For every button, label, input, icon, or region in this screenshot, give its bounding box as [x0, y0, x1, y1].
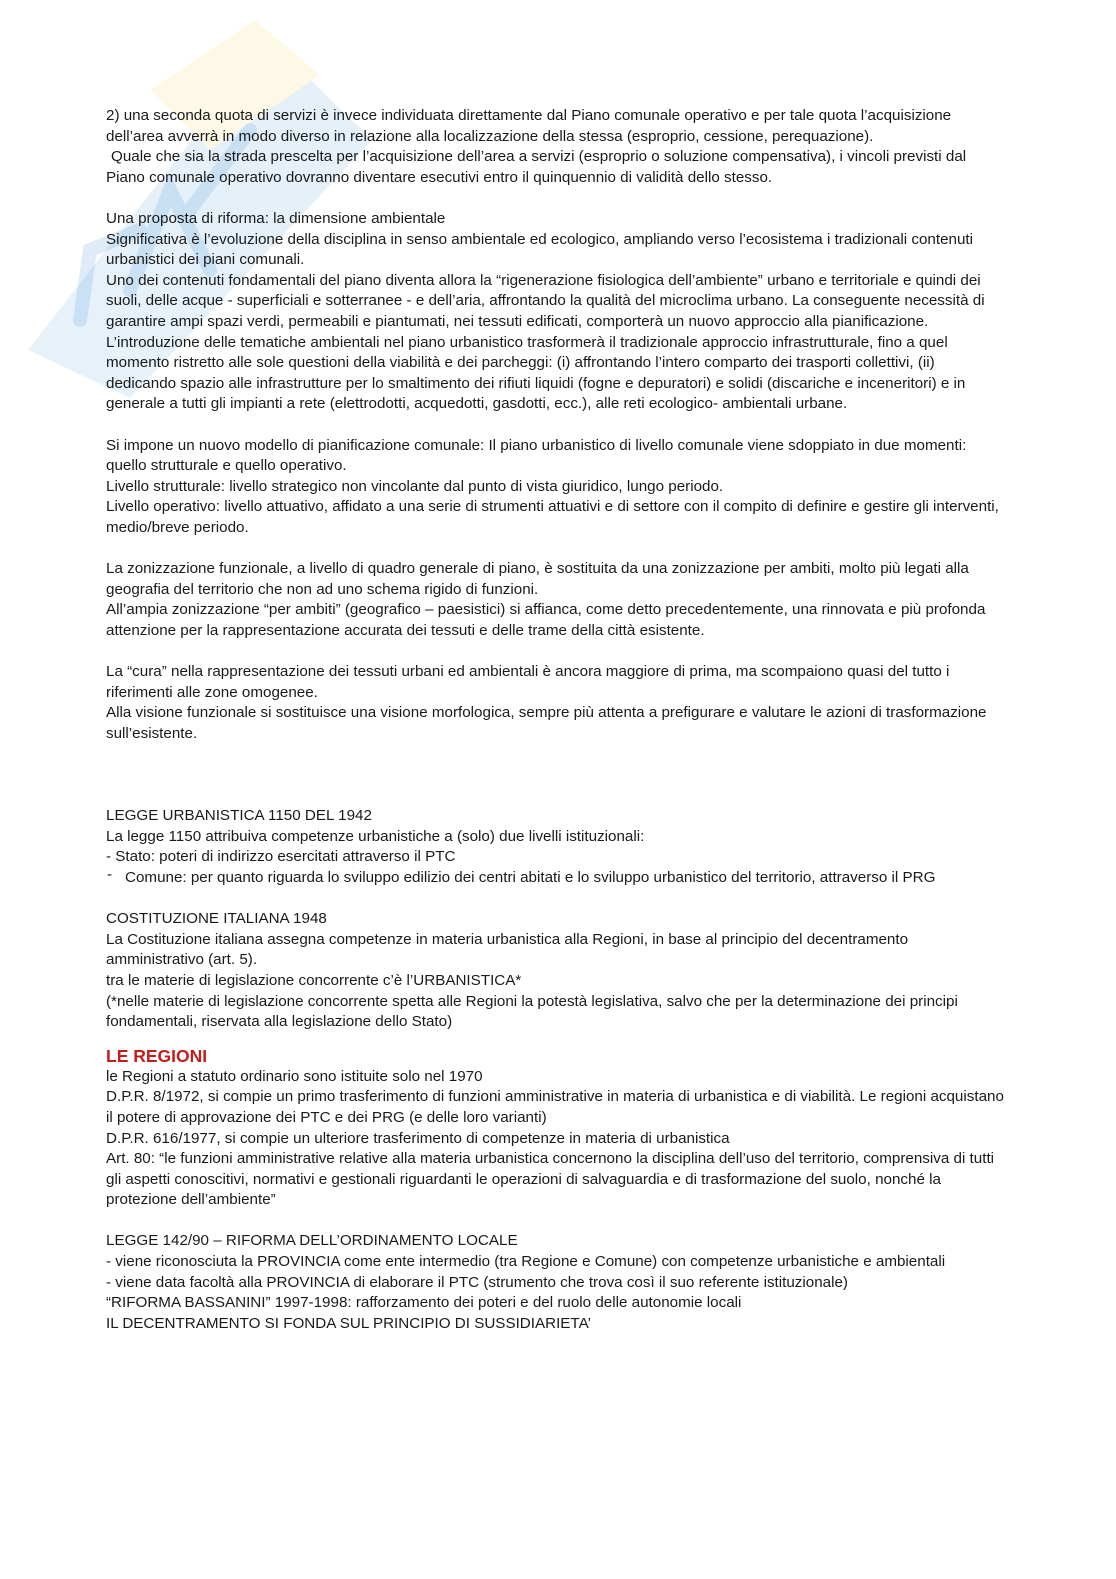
list-item-stato: - Stato: poteri di indirizzo esercitati attraverso il PTC — [106, 848, 456, 866]
dash-bullet: - — [107, 865, 113, 883]
paragraph-legislazione-concorrente: tra le materie di legislazione concorrente c’è l’URBANISTICA* — [106, 971, 522, 989]
paragraph-bassanini: “RIFORMA BASSANINI” 1997-1998: rafforzamento dei poteri e del ruolo delle autonomie locali — [106, 1294, 742, 1312]
section-title-costituzione: COSTITUZIONE ITALIANA 1948 — [106, 910, 327, 928]
paragraph-sussidiarieta: IL DECENTRAMENTO SI FONDA SUL PRINCIPIO DI SUSSIDIARIETA’ — [106, 1314, 591, 1332]
list-item-comune-text: Comune: per quanto riguarda lo sviluppo edilizio dei centri abitati e lo sviluppo urbanistico del territorio, attraverso il PRG — [125, 868, 936, 886]
paragraph-ambiti: All’ampia zonizzazione “per ambiti” (geografico – paesistici) si affianca, come detto precedentemente, una rinnovata e più profonda attenzione per la rappresentazione accurata dei tessuti e delle trame della città esistente. — [106, 601, 986, 639]
paragraph-art-80: Art. 80: “le funzioni amministrative relative alla materia urbanistica concernono la disciplina dell’uso del territorio, comprensiva di tutti gli aspetti conoscitivi, normativi e gestionali riguardanti le operazioni di salvaguardia e di trasformazione del suolo, nonché la protezione dell’ambiente” — [106, 1150, 995, 1209]
section-title-riforma: Una proposta di riforma: la dimensione ambientale — [106, 209, 446, 227]
paragraph-nuovo-modello: Si impone un nuovo modello di pianificazione comunale: Il piano urbanistico di livello comunale viene sdoppiato in due momenti: quello strutturale e quello operativo. — [106, 436, 967, 475]
paragraph-visione-morfologica: Alla visione funzionale si sostituisce una visione morfologica, sempre più attenta a prefigurare e valutare le azioni di trasformazione sull’esistente. — [106, 704, 987, 742]
paragraph-rigenerazione: Uno dei contenuti fondamentali del piano diventa allora la “rigenerazione fisiologica dell’ambiente” urbano e territoriale e quindi dei suoli, delle acque - superficiali e sotterranee - e dell’aria, affrontando la qualità del microclima urbano. La conseguente necessità di garantire ampi spazi verdi, permeabili e piantumati, nei tessuti edificati, comporterà un nuovo approccio alla pianificazione. — [106, 271, 985, 330]
paragraph-livello-operativo: Livello operativo: livello attuativo, affidato a una serie di strumenti attuativi e di settore con il compito di definire e gestire gli interventi, medio/breve periodo. — [106, 498, 999, 536]
list-item-provincia-ptc: - viene data facoltà alla PROVINCIA di elaborare il PTC (strumento che trova così il suo referente istituzionale) — [106, 1273, 848, 1291]
paragraph-tematiche-ambientali: L’introduzione delle tematiche ambientali nel piano urbanistico trasformerà il tradizionale approccio infrastrutturale, fino a quel momento ristretto alle sole questioni della viabilità e dei parcheggi: (i) affrontando l’intero comparto dei trasporti collettivi, (ii) dedicando spazio alle infrastrutture per lo smaltimento dei rifiuti liquidi (fogne e depuratori) e solidi (discariche e inceneritori) e in generale a tutti gli impianti a rete (elettrodotti, acquedotti, gasdotti, ecc.), alle reti ecologico- ambientali urbane. — [106, 333, 966, 413]
paragraph-costituzione: La Costituzione italiana assegna competenze in materia urbanistica alla Regioni, in base al principio del decentramento amministrativo (art. 5). — [106, 930, 909, 969]
paragraph-legge-1150: La legge 1150 attribuiva competenze urbanistiche a (solo) due livelli istituzionali: — [106, 827, 645, 845]
heading-le-regioni: LE REGIONI — [106, 1045, 208, 1066]
section-title-legge-1150: LEGGE URBANISTICA 1150 DEL 1942 — [106, 807, 372, 825]
section-title-legge-142-90: LEGGE 142/90 – RIFORMA DELL’ORDINAMENTO LOCALE — [106, 1232, 518, 1250]
paragraph-servizi-quota: 2) una seconda quota di servizi è invece individuata direttamente dal Piano comunale operativo e per tale quota l’acquisizione dell’area avverrà in modo diverso in relazione alla localizzazione della stessa (esproprio, cessione, perequazione). — [106, 107, 952, 145]
document-page — [106, 106, 1006, 1334]
paragraph-dpr-616-1977: D.P.R. 616/1977, si compie un ulteriore trasferimento di competenze in materia di urbanistica — [106, 1129, 730, 1147]
paragraph-cura: La “cura” nella rappresentazione dei tessuti urbani ed ambientali è ancora maggiore di prima, ma scompaiono quasi del tutto i riferimenti alle zone omogenee. — [106, 663, 950, 701]
list-item-provincia-ente: - viene riconosciuta la PROVINCIA come ente intermedio (tra Regione e Comune) con competenze urbanistiche e ambientali — [106, 1253, 946, 1271]
paragraph-livello-strutturale: Livello strutturale: livello strategico non vincolante dal punto di vista giuridico, lungo periodo. — [106, 477, 724, 495]
paragraph-nota-potesta: (*nelle materie di legislazione concorrente spetta alle Regioni la potestà legislativa, salvo che per la determinazione dei principi fondamentali, riservata alla legislazione dello Stato) — [106, 992, 958, 1031]
list-item-comune — [106, 865, 1006, 889]
paragraph-evoluzione: Significativa è l’evoluzione della disciplina in senso ambientale ed ecologico, ampliando verso l’ecosistema i tradizionali contenuti urbanistici dei piani comunali. — [106, 230, 974, 269]
paragraph-dpr-8-1972: D.P.R. 8/1972, si compie un primo trasferimento di funzioni amministrative in materia di urbanistica e di viabilità. Le regioni acquistano il potere di approvazione dei PTC e dei PRG (e delle loro varianti) — [106, 1088, 1004, 1126]
paragraph-regioni-1970: le Regioni a statuto ordinario sono istituite solo nel 1970 — [106, 1067, 483, 1085]
paragraph-zonizzazione: La zonizzazione funzionale, a livello di quadro generale di piano, è sostituita da una zonizzazione per ambiti, molto più legati alla geografia del territorio che non ad uno schema rigido di funzioni. — [106, 560, 969, 598]
paragraph-vincoli: Quale che sia la strada prescelta per l’acquisizione dell’area a servizi (esproprio o soluzione compensativa), i vincoli previsti dal Piano comunale operativo dovranno diventare esecutivi entro il quinquennio di validità dello stesso. — [106, 148, 967, 186]
